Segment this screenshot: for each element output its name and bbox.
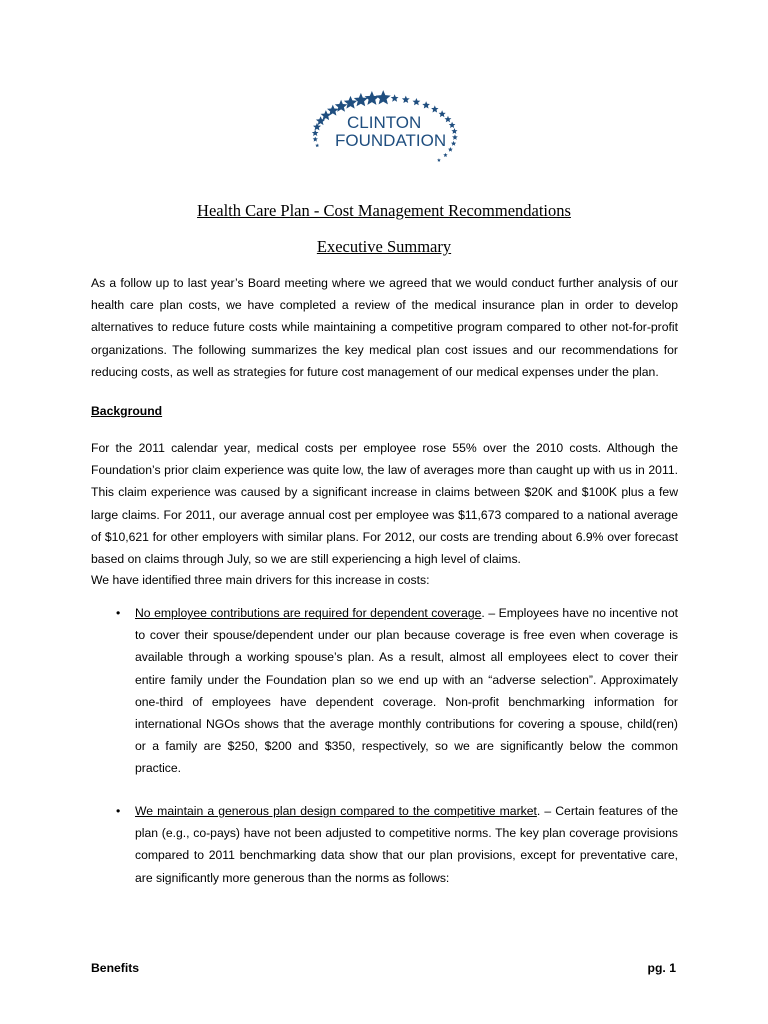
bullet-marker: • xyxy=(116,606,121,620)
clinton-foundation-logo xyxy=(304,90,466,186)
logo-star xyxy=(344,96,357,109)
logo-star xyxy=(313,137,318,142)
logo-star xyxy=(451,128,457,134)
logo-star xyxy=(391,94,399,101)
background-heading: Background xyxy=(91,404,163,418)
logo-star xyxy=(313,123,321,131)
bullet-marker: • xyxy=(116,804,121,818)
bullet-item-plan-design xyxy=(135,800,678,889)
bullet-item-dependent-coverage xyxy=(135,602,678,780)
bullet-lead: We maintain a generous plan design compared to the competitive market xyxy=(135,804,537,818)
drivers-intro: We have identified three main drivers for this increase in costs: xyxy=(91,573,430,587)
logo-star xyxy=(413,98,421,105)
logo-star xyxy=(402,96,410,103)
bullet-text: . – Certain features of the plan (e.g., co-pays) have not been adjusted to competitive norms. The key plan coverage provisions compared to 2011 benchmarking data show that our plan provisions, except for preventative care, are significantly more generous than the norms as follows: xyxy=(135,804,678,885)
document-title: Health Care Plan - Cost Management Recommendations xyxy=(197,201,571,220)
logo-star xyxy=(439,110,446,117)
logo-star xyxy=(451,141,456,146)
logo-star xyxy=(445,116,452,123)
logo-star xyxy=(365,91,380,105)
logo-star xyxy=(312,130,319,136)
logo-star xyxy=(448,147,453,152)
logo-star xyxy=(422,101,430,108)
logo-star xyxy=(431,105,438,112)
executive-summary-heading: Executive Summary xyxy=(316,237,452,256)
footer-section-label: Benefits xyxy=(91,961,140,975)
logo-star xyxy=(354,93,368,106)
logo-star xyxy=(452,134,458,140)
logo-star xyxy=(449,122,456,128)
footer-page-number: pg. 1 xyxy=(647,961,676,975)
logo-star xyxy=(315,144,319,148)
logo-text-line2: FOUNDATION xyxy=(335,131,447,150)
logo-star xyxy=(443,153,447,157)
logo-star xyxy=(437,158,441,162)
intro-paragraph: As a follow up to last year’s Board meeting where we agreed that we would conduct further analysis of our health care plan costs, we have completed a review of the medical insurance plan in order to develop alternatives to reduce future costs while maintaining a competitive program compared to other not-for-profit organizations. The following summarizes the key medical plan cost issues and our recommendations for reducing costs, as well as strategies for future cost management of our medical expenses under the plan. xyxy=(91,276,678,379)
bullet-text: . – Employees have no incentive not to cover their spouse/dependent under our plan because coverage is free even when coverage is available through a working spouse’s plan. As a result, almost all employees elect to cover their entire family under the Foundation plan so we end up with an “adverse selection”. Approximately one-third of employees have dependent coverage. Non-profit benchmarking information for international NGOs shows that the average monthly contributions for covering a spouse, child(ren) or a family are $250, $200 and $350, respectively, so we are significantly below the common practice. xyxy=(135,606,678,776)
bullet-lead: No employee contributions are required for dependent coverage xyxy=(135,606,482,620)
logo-text-line1: CLINTON xyxy=(347,113,422,132)
background-paragraph: For the 2011 calendar year, medical costs per employee rose 55% over the 2010 costs. Although the Foundation’s prior claim experience was quite low, the law of averages more than caught up with us in 2011. This claim experience was caused by a significant increase in claims between $20K and $100K plus a few large claims. For 2011, our average annual cost per employee was $11,673 compared to a national average of $10,621 for other employers with similar plans. For 2012, our costs are trending about 6.9% over forecast based on claims through July, so we are still experiencing a high level of claims. xyxy=(91,441,678,567)
stars-arc-logo-icon xyxy=(304,90,466,186)
logo-star xyxy=(376,90,391,104)
